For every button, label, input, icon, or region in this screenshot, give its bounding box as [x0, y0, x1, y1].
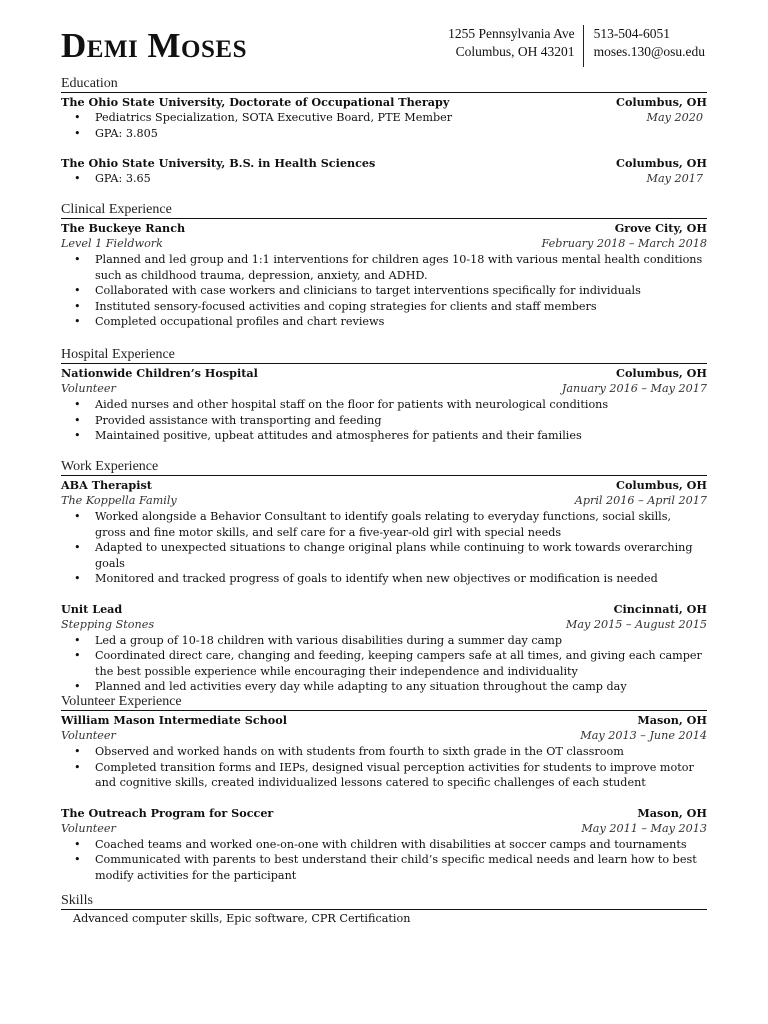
entry-location: Grove City, OH [614, 221, 707, 235]
entry-location: Columbus, OH [616, 366, 707, 380]
bullet-text: • Pediatrics Specialization, SOTA Executive Board, PTE Member [95, 111, 453, 124]
skills-section [61, 893, 707, 926]
bullet-list [61, 837, 707, 884]
bullet-item: • Communicated with parents to best understand their child’s specific medical needs and learn how to best modify activities for the participant [61, 852, 707, 883]
entry-header-row [61, 805, 707, 821]
entry-organization: The Buckeye Ranch [61, 221, 186, 235]
entry-role: Volunteer [61, 729, 116, 742]
bullet-item [61, 110, 707, 126]
bullet-list [61, 509, 707, 587]
entry-organization: The Outreach Program for Soccer [61, 805, 274, 820]
address [448, 25, 582, 67]
resume-entry [61, 155, 707, 187]
resume-entry [61, 477, 707, 587]
bullet-item: • Collaborated with case workers and clinicians to target interventions specifically for individuals [61, 283, 707, 299]
section-title: Skills [61, 893, 707, 910]
entry-dates: April 2016 – April 2017 [574, 494, 707, 507]
entry-dates: May 2017 [646, 172, 703, 185]
entry-role: Level 1 Fieldwork [61, 237, 163, 250]
section-title: Hospital Experience [61, 347, 707, 364]
entry-dates: February 2018 – March 2018 [541, 237, 707, 250]
entry-organization: Nationwide Children’s Hospital [61, 366, 258, 380]
entry-header-row [61, 155, 707, 171]
section-title: Education [61, 76, 707, 93]
entry-header-row [61, 220, 707, 236]
bullet-item: • Planned and led group and 1:1 interventions for children ages 10-18 with various mental health conditions such as childhood trauma, depression, anxiety, and ADHD. [61, 252, 707, 283]
address-line-1: 1255 Pennsylvania Ave [448, 26, 575, 41]
entry-dates: January 2016 – May 2017 [561, 382, 707, 395]
entry-role: Stepping Stones [61, 617, 155, 631]
section-title: Clinical Experience [61, 202, 707, 219]
bullet-list [61, 252, 707, 330]
resume-name: Demi Moses [61, 26, 247, 65]
entry-subheader-row [61, 821, 707, 837]
entry-subheader-row [61, 236, 707, 252]
bullet-list [61, 171, 707, 187]
entry-dates: May 2015 – August 2015 [565, 617, 707, 631]
entry-subheader-row [61, 617, 707, 633]
entry-header-row [61, 712, 707, 728]
bullet-item: • Coordinated direct care, changing and feeding, keeping campers safe at all times, and giving each camper the best possible experience while encouraging their independence and individuality [61, 648, 707, 679]
bullet-list [61, 397, 707, 444]
bullet-item [61, 171, 707, 187]
clinical-experience-section [61, 202, 707, 330]
entry-header-row [61, 94, 707, 110]
bullet-item: • Adapted to unexpected situations to change original plans while continuing to work towards overarching goals [61, 540, 707, 571]
email-address: moses.130@osu.edu [593, 44, 705, 59]
bullet-text: • GPA: 3.65 [95, 172, 151, 185]
resume-entry [61, 601, 707, 695]
bullet-list [61, 633, 707, 695]
resume-entry [61, 712, 707, 791]
contact-details [584, 25, 705, 67]
address-line-2: Columbus, OH 43201 [455, 44, 575, 59]
entry-organization: ABA Therapist [61, 478, 152, 492]
entry-organization: William Mason Intermediate School [61, 713, 287, 727]
entry-role: The Koppella Family [61, 494, 177, 507]
bullet-item: • Completed occupational profiles and chart reviews [61, 314, 707, 330]
contact-block [448, 25, 705, 67]
entry-dates: May 2011 – May 2013 [581, 821, 707, 835]
entry-organization: The Ohio State University, Doctorate of Occupational Therapy [61, 95, 450, 109]
entry-role: Volunteer [61, 382, 116, 395]
bullet-item: • Completed transition forms and IEPs, designed visual perception activities for students to improve motor and cognitive skills, created individualized lessons catered to specific challenges of each student [61, 760, 707, 791]
bullet-item: • GPA: 3.805 [61, 126, 707, 142]
entry-role: Volunteer [61, 821, 116, 835]
resume-entry [61, 94, 707, 141]
bullet-item: • Coached teams and worked one-on-one with children with disabilities at soccer camps and tournaments [61, 837, 707, 853]
section-title: Work Experience [61, 459, 707, 476]
resume-entry [61, 365, 707, 444]
section-title: Volunteer Experience [61, 694, 707, 711]
work-experience-section [61, 459, 707, 695]
bullet-item: • Instituted sensory-focused activities and coping strategies for clients and staff members [61, 299, 707, 315]
bullet-item: • Provided assistance with transporting and feeding [61, 413, 707, 429]
entry-location: Columbus, OH [616, 95, 707, 109]
entry-location: Mason, OH [637, 805, 707, 820]
bullet-item: • Aided nurses and other hospital staff on the floor for patients with neurological conditions [61, 397, 707, 413]
bullet-item: • Observed and worked hands on with students from fourth to sixth grade in the OT classroom [61, 744, 707, 760]
skills-text: Advanced computer skills, Epic software, CPR Certification [73, 912, 411, 925]
bullet-item: • Monitored and tracked progress of goals to identify when new objectives or modification is needed [61, 571, 707, 587]
entry-organization: The Ohio State University, B.S. in Health Sciences [61, 156, 376, 170]
resume-entry [61, 805, 707, 884]
bullet-item: • Led a group of 10-18 children with various disabilities during a summer day camp [61, 633, 707, 649]
entry-subheader-row [61, 493, 707, 509]
phone-number: 513-504-6051 [593, 26, 671, 41]
entry-subheader-row [61, 728, 707, 744]
entry-dates: May 2020 [646, 111, 703, 124]
bullet-list [61, 110, 707, 141]
bullet-item: • Maintained positive, upbeat attitudes and atmospheres for patients and their families [61, 428, 707, 444]
volunteer-experience-section [61, 694, 707, 883]
bullet-item: • Planned and led activities every day while adapting to any situation throughout the camp day [61, 679, 707, 695]
bullet-item: • Worked alongside a Behavior Consultant to identify goals relating to everyday functions, social skills, gross and fine motor skills, and self care for a five-year-old girl with special needs [61, 509, 707, 540]
entry-location: Cincinnati, OH [613, 601, 707, 616]
entry-location: Columbus, OH [616, 156, 707, 170]
bullet-list [61, 744, 707, 791]
entry-subheader-row [61, 381, 707, 397]
entry-header-row [61, 601, 707, 617]
entry-location: Columbus, OH [616, 478, 707, 492]
entry-organization: Unit Lead [61, 601, 123, 616]
education-section [61, 76, 707, 187]
entry-location: Mason, OH [637, 713, 707, 727]
entry-header-row [61, 477, 707, 493]
hospital-experience-section [61, 347, 707, 444]
entry-dates: May 2013 – June 2014 [580, 729, 707, 742]
resume-entry [61, 220, 707, 330]
entry-header-row [61, 365, 707, 381]
